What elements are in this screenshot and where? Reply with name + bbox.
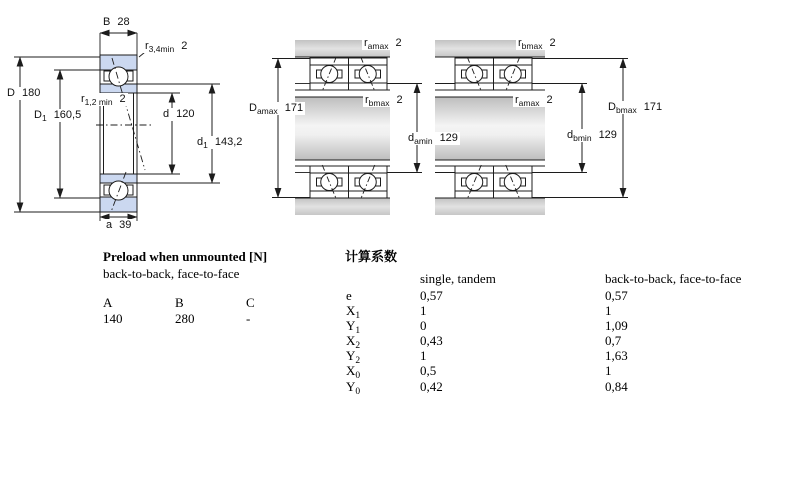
factors-row-label-e: e — [346, 288, 352, 303]
dim-subscript: amax — [367, 41, 389, 51]
preload-value-B: 280 — [175, 311, 195, 326]
dim-symbol: D — [249, 102, 257, 114]
dim-symbol: D — [34, 109, 42, 121]
dim-symbol: d — [408, 132, 415, 144]
dim-label-a — [104, 219, 133, 232]
dim-subscript: bmax — [521, 41, 543, 51]
dim-value: 2 — [395, 37, 402, 49]
factors-value: 1 — [605, 363, 612, 378]
dim-label-ramax-right — [513, 94, 555, 107]
dim-subscript: bmin — [573, 133, 592, 143]
factors-value: 0,57 — [605, 288, 628, 303]
dim-symbol: D — [608, 101, 616, 113]
preload-col-header-B: B — [175, 295, 184, 310]
dim-value: 28 — [117, 16, 130, 28]
dim-label-B — [101, 16, 132, 29]
dim-subscript: amin — [414, 136, 433, 146]
dim-symbol: D — [7, 87, 15, 99]
dim-label-D1 — [32, 109, 83, 122]
dim-subscript: amax — [518, 98, 540, 108]
dim-value: 2 — [396, 94, 403, 106]
factors-value: 0 — [420, 318, 427, 333]
dim-subscript: amax — [256, 106, 278, 116]
dim-value: 171 — [284, 102, 304, 114]
dim-label-ramax-middle — [362, 37, 404, 50]
dim-label-d — [161, 108, 196, 121]
factors-value: 1 — [420, 348, 427, 363]
dim-symbol: d — [197, 136, 204, 148]
dim-symbol: d — [567, 129, 574, 141]
factors-value: 0,5 — [420, 363, 437, 378]
dim-value: 2 — [546, 94, 553, 106]
dim-subscript: bmax — [615, 105, 637, 115]
dim-value: 120 — [176, 108, 195, 120]
factors-value: 1,63 — [605, 348, 628, 363]
dim-subscript: 1,2 min — [84, 97, 113, 107]
factors-row-label-X0: $X_0$ — [346, 363, 361, 381]
factors-row-label-X2: $X_2$ — [346, 333, 361, 351]
dim-subscript: 3,4min — [148, 44, 175, 54]
preload-col-header-A: A — [103, 295, 113, 310]
factors-value: 0,84 — [605, 379, 628, 394]
factors-col-header-btb-ftf: back-to-back, face-to-face — [605, 271, 742, 286]
preload-value-C: - — [246, 311, 251, 326]
factors-value: 0,57 — [420, 288, 443, 303]
factors-row-label-Y0: $Y_0$ — [346, 379, 361, 397]
left-bearing-cross-section — [14, 33, 220, 221]
factors-table-title: 计算系数 — [345, 249, 398, 264]
preload-col-header-C: C — [246, 295, 255, 310]
factors-value: 0,42 — [420, 379, 443, 394]
dim-label-Dbmax — [606, 101, 664, 114]
factors-value: 1,09 — [605, 318, 628, 333]
dim-label-rbmax-right — [516, 37, 558, 50]
dim-label-Damax — [247, 102, 305, 115]
dim-label-d1 — [195, 136, 244, 149]
dim-subscript: bmax — [368, 98, 390, 108]
dim-symbol: r — [364, 37, 368, 49]
dim-label-dbmin — [565, 129, 619, 142]
dim-label-damin — [406, 132, 460, 145]
dim-symbol: r — [81, 93, 85, 105]
dim-value: 129 — [598, 129, 617, 141]
dim-symbol: r — [365, 94, 369, 106]
dim-value: 160,5 — [53, 109, 82, 121]
factors-row-label-Y1: $Y_1$ — [346, 318, 361, 336]
dim-value: 143,2 — [214, 136, 243, 148]
factors-row-label-Y2: $Y_2$ — [346, 348, 361, 366]
technical-drawing — [0, 0, 700, 250]
preload-table-subtitle: back-to-back, face-to-face — [103, 266, 240, 281]
dim-symbol: d — [163, 108, 170, 120]
dim-symbol: r — [145, 40, 149, 52]
dim-value: 2 — [549, 37, 556, 49]
dim-symbol: a — [106, 219, 113, 231]
face-to-face-arrangement-figure — [435, 40, 628, 215]
dim-value: 129 — [439, 132, 458, 144]
dim-value: 2 — [119, 93, 126, 105]
preload-table-title: Preload when unmounted [N] — [103, 249, 268, 264]
factors-value: 1 — [420, 303, 427, 318]
dim-subscript: 1 — [203, 140, 208, 150]
dim-subscript: 1 — [41, 113, 47, 123]
dim-value: 180 — [21, 87, 41, 99]
factors-value: 0,43 — [420, 333, 443, 348]
dim-value: 39 — [119, 219, 132, 231]
dim-value: 2 — [181, 40, 188, 52]
dim-symbol: B — [103, 16, 111, 28]
factors-value: 1 — [605, 303, 612, 318]
dim-symbol: r — [518, 37, 522, 49]
dim-label-r34min — [143, 40, 189, 53]
factors-value: 0,7 — [605, 333, 622, 348]
dim-symbol: r — [515, 94, 519, 106]
factors-col-header-single-tandem: single, tandem — [420, 271, 496, 286]
dim-label-D — [5, 87, 42, 100]
factors-row-label-X1: $X_1$ — [346, 303, 361, 321]
dim-label-r12min — [79, 93, 128, 106]
dim-value: 171 — [643, 101, 663, 113]
dim-label-rbmax-middle — [363, 94, 405, 107]
preload-value-A: 140 — [103, 311, 123, 326]
back-to-back-arrangement-figure — [272, 40, 422, 215]
